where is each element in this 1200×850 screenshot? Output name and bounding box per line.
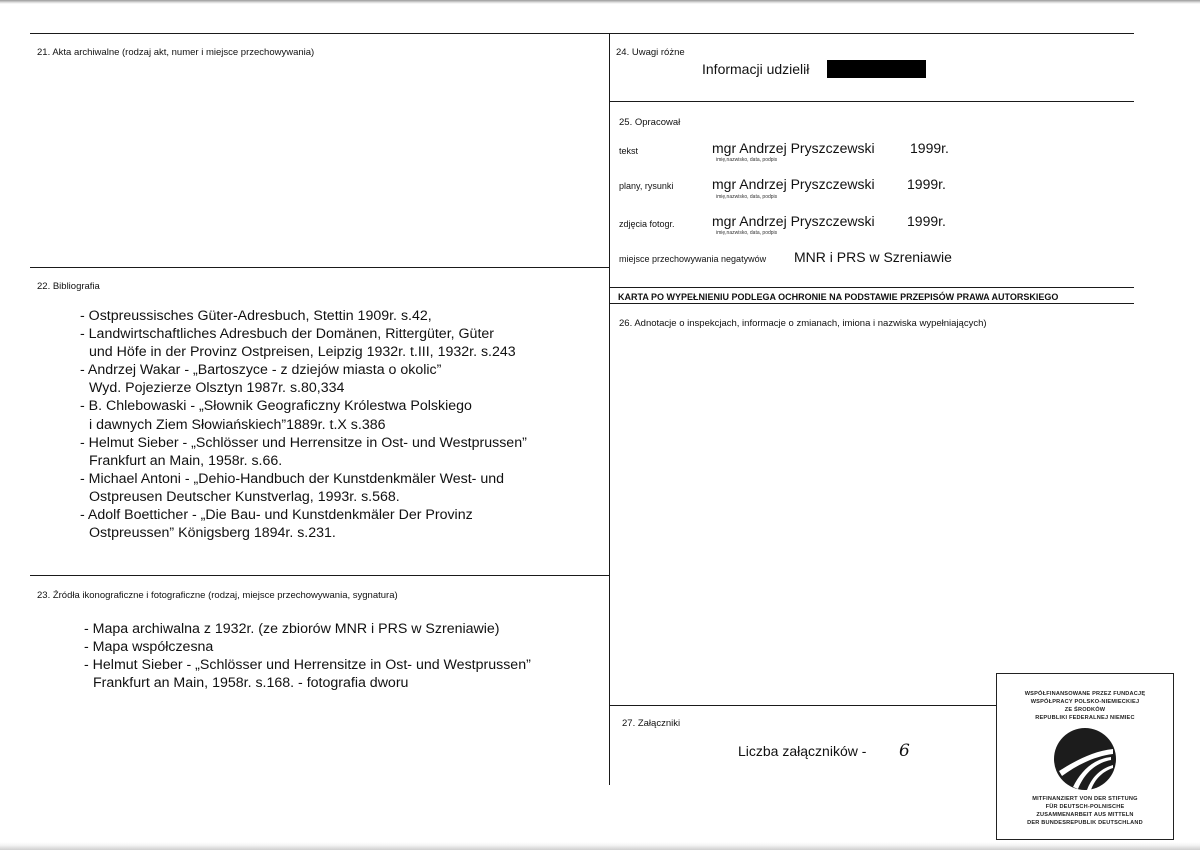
bibliography-line: - Adolf Boetticher - „Die Bau- und Kunstdenkmäler Der Provinz [80,507,473,524]
negatives-value: MNR i PRS w Szreniawie [794,249,952,265]
iconography-line: - Helmut Sieber - „Schlösser und Herrensitze in Ost- und Westprussen” [84,657,531,674]
author-photos-value: mgr Andrzej Pryszczewski [712,213,875,229]
bibliography-line: - Landwirtschaftliches Adresbuch der Domänen, Rittergüter, Güter [80,326,495,343]
bibliography-line: Ostpreusen Deutscher Kunstverlag, 1993r. s.568. [89,488,400,505]
divider-notice-26 [609,303,1134,304]
bibliography-line: i dawnych Ziem Słowiańskiech”1889r. t.X s.386 [89,416,386,433]
iconography-list [84,620,531,692]
stamp-german-line: DER BUNDESREPUBLIK DEUTSCHLAND [1027,820,1143,826]
iconography-line: - Mapa archiwalna z 1932r. (ze zbiorów MNR i PRS w Szreniawie) [84,621,500,637]
foundation-logo-icon [1053,727,1117,791]
bibliography-line: und Höfe in der Provinz Ostpreisen, Leipzig 1932r. t.III, 1932r. s.243 [89,344,516,361]
author-text-year: 1999r. [910,140,949,156]
section-26-label: 26. Adnotacje o inspekcjach, informacje o zmianach, imiona i nazwiska wypełniających) [619,318,987,329]
author-plans-value: mgr Andrzej Pryszczewski [712,176,875,192]
stamp-german-line: MITFINANZIERT VON DER STIFTUNG [1032,796,1138,802]
section-22-label: 22. Bibliografia [37,281,100,292]
author-text-label: tekst [619,146,639,156]
author-photos-label: zdjęcia fotogr. [619,219,675,229]
stamp-polish-line: REPUBLIKI FEDERALNEJ NIEMIEC [1035,715,1135,721]
stamp-polish-line: WSPÓŁFINANSOWANE PRZEZ FUNDACJĘ [1024,691,1146,697]
section-25-label: 25. Opracował [619,117,681,128]
attachments-count-label: Liczba załączników - [738,743,867,759]
iconography-line: - Mapa współczesna [84,639,214,656]
stamp-german-line: FÜR DEUTSCH-POLNISCHE [1045,804,1125,810]
bibliography-list [80,307,527,542]
divider-25-notice [609,287,1134,288]
divider-21-22 [30,267,610,268]
scan-edge-bottom [0,842,1200,850]
author-plans-label: plany, rysunki [619,181,674,191]
iconography-line: Frankfurt an Main, 1958r. s.168. - fotografia dworu [93,675,409,692]
divider-24-25 [609,101,1134,102]
top-border [30,33,1134,34]
funding-stamp [996,673,1174,840]
stamp-german-line: ZUSAMMENARBEIT AUS MITTELN [1036,812,1134,818]
bibliography-line: - Helmut Sieber - „Schlösser und Herrensitze in Ost- und Westprussen” [80,434,527,451]
negatives-label: miejsce przechowywania negatywów [619,254,767,264]
bibliography-line: - Ostpreussisches Güter-Adresbuch, Stettin 1909r. s.42, [80,308,432,324]
remarks-value: Informacji udzielił [702,61,810,77]
bibliography-line: Wyd. Pojezierze Olsztyn 1987r. s.80,334 [89,380,345,397]
section-23-label: 23. Źródła ikonograficzne i fotograficzne (rodzaj, miejsce przechowywania, sygnatura) [37,590,398,601]
author-text-hint: imię,nazwisko, data, podpis [716,157,778,163]
author-photos-hint: imię,nazwisko, data, podpis [716,230,778,236]
author-plans-hint: imię,nazwisko, data, podpis [716,194,778,200]
divider-26-27 [609,705,997,706]
bibliography-line: Ostpreussen” Königsberg 1894r. s.231. [89,525,336,542]
center-divider [609,33,610,785]
bibliography-line: - Michael Antoni - „Dehio-Handbuch der Kunstdenkmäler West- und [80,470,504,487]
section-27-label: 27. Załączniki [622,718,681,729]
author-text-value: mgr Andrzej Pryszczewski [712,140,875,156]
author-photos-year: 1999r. [907,213,946,229]
redaction-bar [827,60,926,78]
attachments-count-value: 6 [899,741,910,761]
scan-edge-top [0,0,1200,4]
bibliography-line: - B. Chlebowaski - „Słownik Geograficzny Królestwa Polskiego [80,398,472,415]
section-21-label: 21. Akta archiwalne (rodzaj akt, numer i miejsce przechowywania) [37,47,315,58]
bibliography-line: - Andrzej Wakar - „Bartoszyce - z dziejów miasta o okolic” [80,362,442,379]
copyright-notice: KARTA PO WYPEŁNIENIU PODLEGA OCHRONIE NA PODSTAWIE PRZEPISÓW PRAWA AUTORSKIEGO [618,292,1059,302]
author-plans-year: 1999r. [907,176,946,192]
divider-22-23 [30,575,610,576]
stamp-polish-line: WSPÓŁPRACY POLSKO-NIEMIECKIEJ [1030,699,1140,705]
bibliography-line: Frankfurt an Main, 1958r. s.66. [89,452,283,469]
section-24-label: 24. Uwagi różne [616,47,685,58]
stamp-polish-line: ZE ŚRODKÓW [1064,707,1106,713]
